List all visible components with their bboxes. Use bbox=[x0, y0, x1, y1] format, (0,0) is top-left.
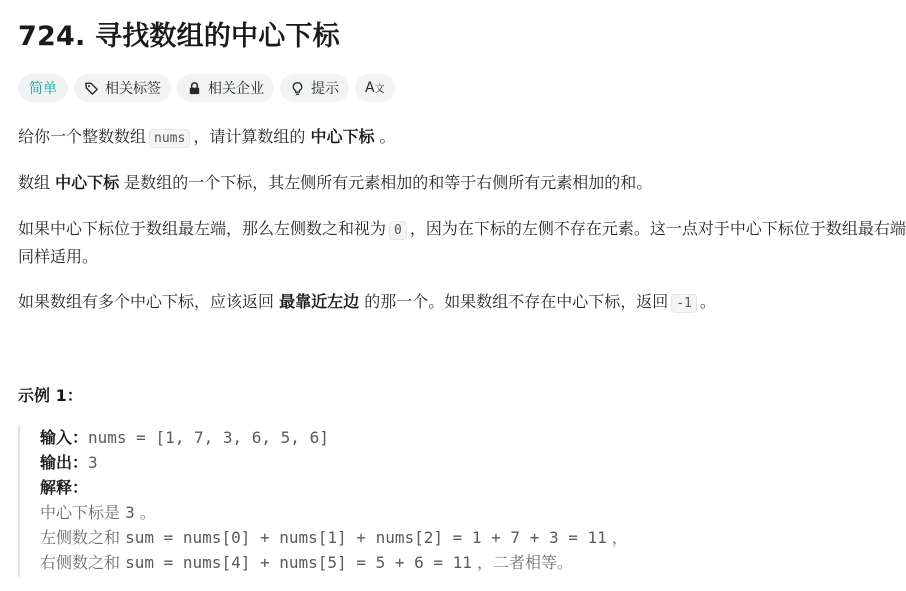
description-paragraph-2: 数组 中心下标 是数组的一个下标，其左侧所有元素相加的和等于右侧所有元素相加的和。 bbox=[18, 173, 653, 192]
translate-icon: A文 bbox=[365, 80, 385, 96]
inline-code-minus-one: -1 bbox=[671, 294, 697, 313]
related-companies-button[interactable] bbox=[177, 74, 274, 102]
related-tags-button[interactable] bbox=[74, 74, 171, 102]
description-paragraph-3: 如果中心下标位于数组最左端，那么左侧数之和视为 0 ，因为在下标的左侧不存在元素。这一点对于中心下标位于数组最右端同样适用。 bbox=[18, 219, 906, 266]
tag-icon bbox=[84, 81, 99, 96]
example-explain-label: 解释： bbox=[40, 478, 89, 497]
example-title: 示例 1： bbox=[18, 386, 83, 405]
inline-code-nums: nums bbox=[149, 129, 190, 148]
difficulty-badge[interactable] bbox=[18, 74, 68, 102]
lock-icon bbox=[187, 81, 202, 96]
inline-code-zero: 0 bbox=[389, 221, 407, 240]
description-paragraph-4: 如果数组有多个中心下标，应该返回 最靠近左边 的那一个。如果数组不存在中心下标，返回 -1 。 bbox=[18, 292, 716, 311]
description-paragraph-1: 给你一个整数数组 nums ，请计算数组的 中心下标 。 bbox=[18, 127, 396, 146]
example-input-line: 输入：nums = [1, 7, 3, 6, 5, 6] bbox=[40, 428, 329, 447]
related-companies-label: 相关企业 bbox=[208, 81, 264, 97]
example-explain-line-3: 右侧数之和 sum = nums[4] + nums[5] = 5 + 6 = 11 ，二者相等。 bbox=[40, 553, 573, 572]
hint-label: 提示 bbox=[311, 81, 339, 97]
difficulty-label: 简单 bbox=[29, 81, 57, 97]
hint-button[interactable] bbox=[280, 74, 349, 102]
example-explain-line-1: 中心下标是 3 。 bbox=[40, 503, 156, 522]
example-block bbox=[18, 425, 778, 577]
related-tags-label: 相关标签 bbox=[105, 81, 161, 97]
example-explain-line-2: 左侧数之和 sum = nums[0] + nums[1] + nums[2] = 1 + 7 + 3 = 11 ， bbox=[40, 528, 628, 547]
translate-button[interactable] bbox=[355, 74, 395, 102]
example-output-line: 输出：3 bbox=[40, 453, 98, 472]
tag-bar bbox=[18, 74, 395, 102]
problem-title: 724. 寻找数组的中心下标 bbox=[18, 21, 340, 52]
lightbulb-icon bbox=[290, 81, 305, 96]
